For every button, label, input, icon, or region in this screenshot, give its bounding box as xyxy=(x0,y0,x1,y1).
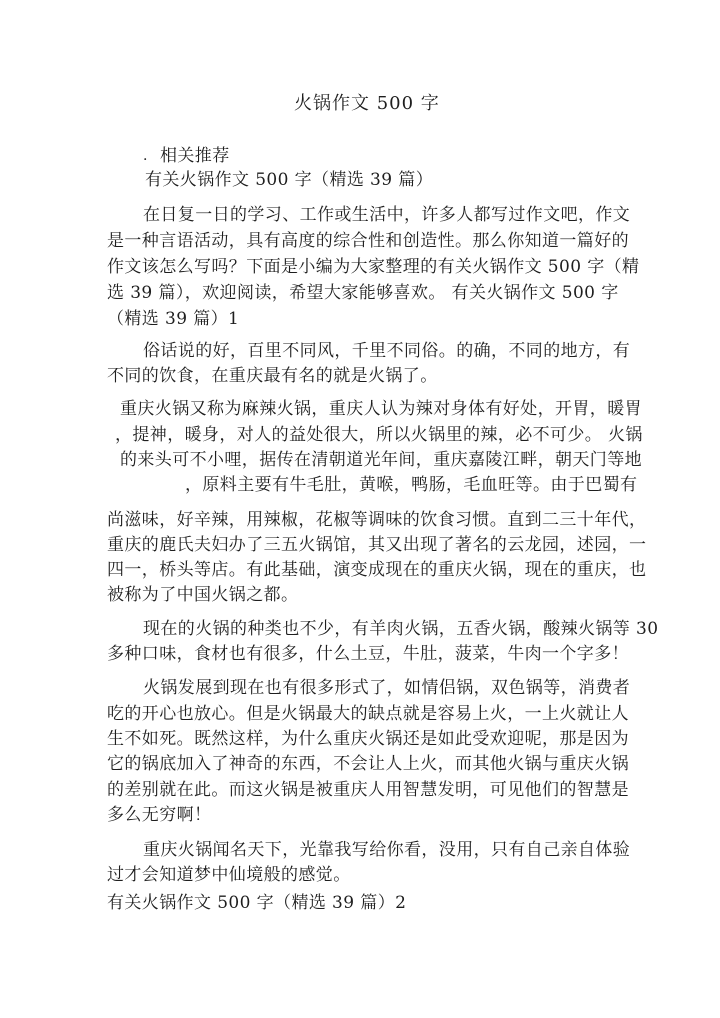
paragraph-line: 不同的饮食，在重庆最有名的就是火锅了。 xyxy=(107,366,438,386)
paragraph-line: ，原料主要有牛毛肚，黄喉，鸭肠，毛血旺等。由于巴蜀有 xyxy=(185,475,638,495)
paragraph-line: 过才会知道梦中仙境般的感觉。 xyxy=(107,865,351,885)
paragraph-line: 火锅发展到现在也有很多形式了，如情侣锅，双色锅等，消费者 xyxy=(143,678,631,698)
bullet-icon: · xyxy=(143,152,148,168)
intro-line: 选 39 篇），欢迎阅读，希望大家能够喜欢。 有关火锅作文 500 字 xyxy=(107,283,619,303)
paragraph-line: 重庆火锅闻名天下，光靠我写给你看，没用，只有自己亲自体验 xyxy=(143,840,631,860)
paragraph-line: 它的锅底加入了神奇的东西，不会让人上火，而其他火锅与重庆火锅 xyxy=(107,754,629,774)
article-subtitle-1: 有关火锅作文 500 字（精选 39 篇） xyxy=(145,170,434,190)
paragraph-line: 生不如死。既然这样，为什么重庆火锅还是如此受欢迎呢，那是因为 xyxy=(107,729,629,749)
intro-line: 在日复一日的学习、工作或生活中，许多人都写过作文吧，作文 xyxy=(143,205,631,225)
related-recommend-link[interactable]: 相关推荐 xyxy=(160,146,230,166)
paragraph-line: 重庆火锅又称为麻辣火锅，重庆人认为辣对身体有好处，开胃，暖胃 xyxy=(120,399,642,419)
paragraph-line: 多种口味，食材也有很多，什么土豆，牛肚，菠菜，牛肉一个字多！ xyxy=(107,644,629,664)
intro-line: 作文该怎么写吗？下面是小编为大家整理的有关火锅作文 500 字（精 xyxy=(107,257,640,277)
paragraph-line: 俗话说的好，百里不同风，千里不同俗。的确，不同的地方，有 xyxy=(143,341,631,361)
paragraph-line: 被称为了中国火锅之都。 xyxy=(107,585,299,605)
paragraph-line: 重庆的鹿氏夫妇办了三五火锅馆，其又出现了著名的云龙园，述园，一 xyxy=(107,535,647,555)
paragraph-line: 的来头可不小哩，据传在清朝道光年间，重庆嘉陵江畔，朝天门等地 xyxy=(120,450,642,470)
paragraph-line: ，提神，暖身，对人的益处很大，所以火锅里的辣，必不可少。 火锅 xyxy=(115,425,643,445)
intro-line: 是一种言语活动，具有高度的综合性和创造性。那么你知道一篇好的 xyxy=(107,231,629,251)
article-subtitle-2: 有关火锅作文 500 字（精选 39 篇）2 xyxy=(107,893,407,913)
paragraph-line: 吃的开心也放心。但是火锅最大的缺点就是容易上火，一上火就让人 xyxy=(107,704,629,724)
paragraph-line: 的差别就在此。而这火锅是被重庆人用智慧发明，可见他们的智慧是 xyxy=(107,780,629,800)
document-title: 火锅作文 500 字 xyxy=(294,93,440,114)
paragraph-line: 四一，桥头等店。有此基础，演变成现在的重庆火锅，现在的重庆，也 xyxy=(107,560,647,580)
paragraph-line: 多么无穷啊！ xyxy=(107,805,212,825)
paragraph-line: 尚滋味，好辛辣，用辣椒，花椒等调味的饮食习惯。直到二三十年代， xyxy=(107,510,647,530)
paragraph-line: 现在的火锅的种类也不少，有羊肉火锅，五香火锅，酸辣火锅等 30 xyxy=(143,619,659,639)
intro-line: （精选 39 篇）1 xyxy=(107,309,240,329)
